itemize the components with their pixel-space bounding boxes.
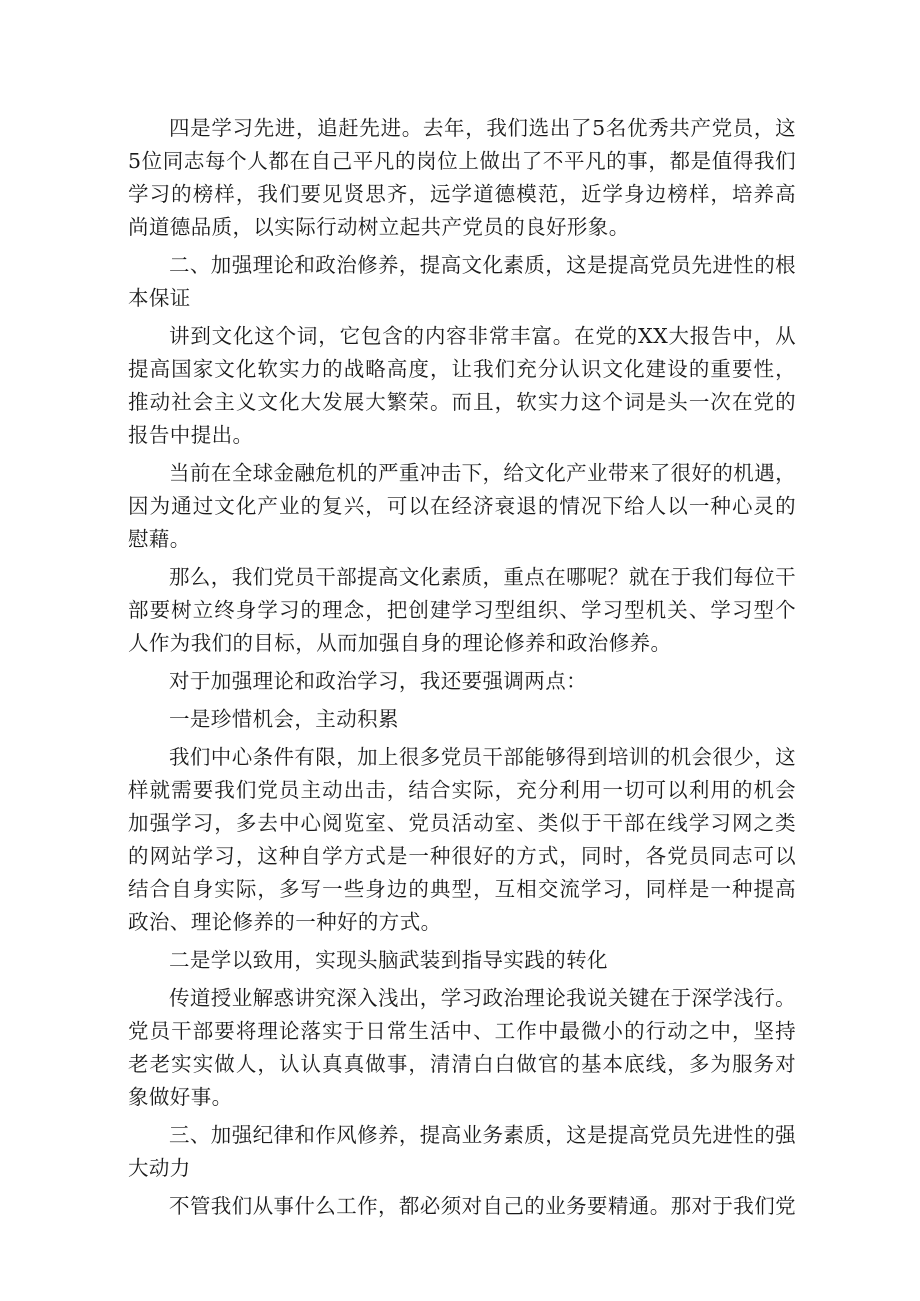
paragraph-business-mastery: 不管我们从事什么工作，都必须对自己的业务要精通。那对于我们党 xyxy=(169,1194,796,1218)
paragraph-financial-crisis: 当前在全球金融危机的严重冲击下，给文化产业带来了很好的机遇，因为通过文化产业的复兴，可以在经济衰退的情况下给人以一种心灵的慰藉。 xyxy=(128,461,796,551)
subheading-cherish-opportunity: 一是珍惜机会，主动积累 xyxy=(169,707,399,731)
paragraph-learn-from-advanced: 四是学习先进，追赶先进。去年，我们选出了5名优秀共产党员，这5位同志每个人都在自己平凡的岗位上做出了不平凡的事，都是值得我们学习的榜样，我们要见贤思齐，远学道德模范，近学身边榜样，培养高尚道德品质，以实际行动树立起共产党员的良好形象。 xyxy=(128,116,796,239)
paragraph-two-points: 对于加强理论和政治学习，我还要强调两点： xyxy=(169,669,587,693)
section-heading-2: 二、加强理论和政治修养，提高文化素质，这是提高党员先进性的根本保证 xyxy=(128,253,796,310)
paragraph-culture: 讲到文化这个词，它包含的内容非常丰富。在党的XX大报告中，从提高国家文化软实力的战略高度，让我们充分认识文化建设的重要性，推动社会主义文化大发展大繁荣。而且，软实力这个词是头一次在党的报告中提出。 xyxy=(128,324,796,447)
subheading-apply-learning: 二是学以致用，实现头脑武装到指导实践的转化 xyxy=(169,948,608,972)
section-heading-3: 三、加强纪律和作风修养，提高业务素质，这是提高党员先进性的强大动力 xyxy=(128,1123,796,1180)
paragraph-lifelong-learning: 那么，我们党员干部提高文化素质，重点在哪呢？就在于我们每位干部要树立终身学习的理念，把创建学习型组织、学习型机关、学习型个人作为我们的目标，从而加强自身的理论修养和政治修养。 xyxy=(128,565,796,655)
paragraph-deep-study: 传道授业解惑讲究深入浅出，学习政治理论我说关键在于深学浅行。党员干部要将理论落实于日常生活中、工作中最微小的行动之中，坚持老老实实做人，认认真真做事，清清白白做官的基本底线，多为服务对象做好事。 xyxy=(128,986,796,1109)
paragraph-self-study: 我们中心条件有限，加上很多党员干部能够得到培训的机会很少，这样就需要我们党员主动出击，结合实际，充分利用一切可以利用的机会加强学习，多去中心阅览室、党员活动室、类似于干部在线学习网之类的网站学习，这种自学方式是一种很好的方式，同时，各党员同志可以结合自身实际，多写一些身边的典型，互相交流学习，同样是一种提高政治、理论修养的一种好的方式。 xyxy=(128,745,796,934)
